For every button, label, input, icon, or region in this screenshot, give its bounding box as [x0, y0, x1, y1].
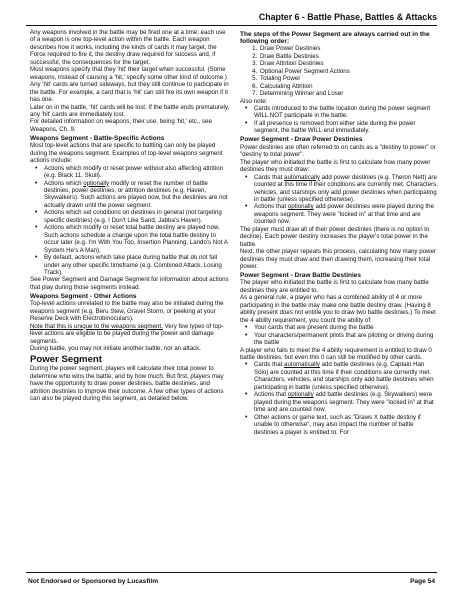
paragraph: As a general rule, a player who has a combined ability of 4 or more participating in the battle may make one battle destiny draw. (Having 8 ability present does not entitle you to draw two battle destinies.) To meet the 4 ability requirement, you count the ability of: — [240, 294, 436, 324]
list-item: • By default, actions which take place during battle that do not fall under any other specific timeframe (e.g. Combined Attack, Losing Track). — [44, 254, 230, 276]
paragraph: Next, the other player repeats this process, calculating how many power destinies they must draw and then drawing them, increasing their total power. — [240, 248, 436, 271]
paragraph: Top-level actions unrelated to the battle may also be initiated during the weapons segment (e.g. Beru Stew, Gravel Storm, or peeking at your Reserve Deck with Electrobinoculars). — [30, 300, 224, 323]
list-item: • Your characters/permanent pilots that are piloting or driving during the battle — [254, 332, 439, 347]
paragraph: For detailed information on weapons, their use, being 'hit,' etc., see Weapons, Ch. 9. — [30, 118, 212, 133]
step-item: 4. Optional Power Segment Actions — [259, 68, 439, 75]
list-item: • Cards introduced to the battle location during the power segment WILL NOT participate in the battle. — [254, 105, 439, 120]
paragraph: Note that this is unique to the weapons segment. Very few types of top-level actions are eligible to be played during the power and damage segments. — [30, 322, 224, 345]
right-column — [240, 29, 439, 436]
paragraph: The player who initiated the battle is first to calculate how many battle destinies they are entitled to. — [240, 279, 429, 294]
list-item: • Cards that automatically add power destinies (e.g. Theron Nett) are counted at this time if their conditions are currently met. Characters, vehicles, and starships only add power destinies when participating in battle (unless specified otherwise). — [254, 174, 439, 204]
list-item: • Other actions or game text, such as "Draws X battle destiny if unable to otherwise", may also impact the number of battle destinies a player is entitled to. For — [254, 414, 439, 436]
paragraph: Most top-level actions that are specific to battling can only be played during the weapons segment. Examples of top-level weapons segment actions include: — [30, 142, 223, 165]
section-heading: The steps of the Power Segment are always carried out in the following order: — [240, 30, 430, 45]
paragraph: Also note: — [240, 97, 268, 105]
list-item: • Actions which set conditions on destinies in general (not targeting specific destinies) (e.g. I Don't Like Sand, Jabba's Haven). — [44, 209, 230, 224]
section-heading: Power Segment - Draw Power Destinies — [240, 136, 363, 144]
list-item: • Actions which modify or reset power without also affecting attrition (e.g. Black 11, Skull). — [44, 165, 230, 180]
step-item: 3. Draw Attrition Destinies — [259, 60, 439, 67]
bullet-list — [240, 105, 439, 135]
step-item: 6. Calculating Attrition — [259, 83, 439, 90]
list-item: • Actions that optionally add power destinies were played during the weapons segment. They were "locked in" at that time and are counted now. — [254, 203, 439, 225]
bullet-list — [240, 324, 439, 346]
paragraph: See Power Segment and Damage Segment for information about actions that play during those segments instead. — [30, 276, 229, 291]
list-item: • Your cards that are present during the battle — [254, 324, 439, 331]
paragraph: Power destinies are often referred to on cards as a "destiny to power" or "destiny to total power". — [240, 143, 436, 159]
header-rule — [26, 25, 437, 26]
paragraph: The player who initiated the battle is first to calculate how many power destinies they must draw: — [240, 158, 431, 174]
section-heading: Weapons Segment - Other Actions — [30, 292, 137, 300]
chapter-header: Chapter 6 - Battle Phase, Battles & Attacks — [258, 12, 437, 22]
list-item: • Cards that automatically add battle destinies (e.g. Captain Han Solo) are counted at this time if their conditions are currently met. Characters, vehicles, and starships only add battle destinies when participating in battle (unless specified otherwise). — [254, 361, 439, 391]
paragraph: Most weapons specify that they 'hit' their target when successful. (Some weapons, instead of causing a 'hit,' specify some other kind of outcome.) Any 'hit' cards are turned sideways, but they still continue to participate in the battle. For example, a card that is 'hit' can still fire its own weapon if it has one. — [30, 66, 229, 104]
section-heading: Power Segment - Draw Battle Destinies — [240, 272, 362, 279]
list-item: • Actions that optionally add battle destinies (e.g. Skywalkers) were played during the weapons segment. They were "locked in" at that time and are counted now. — [254, 391, 439, 413]
step-item: 5. Totaling Power — [259, 75, 439, 82]
step-item: 1. Draw Power Destinies — [259, 45, 439, 52]
left-column — [30, 29, 230, 403]
step-item: 2. Draw Battle Destinies — [259, 53, 439, 60]
step-item: 7. Determining Winner and Loser — [259, 90, 439, 97]
page-number: Page 54 — [410, 578, 435, 585]
section-heading-large: Power Segment — [30, 354, 102, 366]
bullet-list — [30, 165, 230, 277]
section-heading: Weapons Segment - Battle-Specific Actions — [30, 134, 165, 142]
bullet-list — [240, 361, 439, 436]
paragraph: During battle, you may not initiate another battle, nor an attack. — [30, 345, 202, 353]
list-item: • If all presence is removed from either side during the power segment, the battle WILL end immediately. — [254, 120, 439, 135]
paragraph: The player must draw all of their power destinies (there is no option to decline). Each power destiny increases the player's total power in the battle. — [240, 225, 430, 248]
paragraph: During the power segment, players will calculate their total power to determine who wins the battle, and by how much. But first, players may have the opportunity to draw power destinies, battle destinies, and attrition destinies to improve their outcome. A few other types of actions can also be played during this segment, as detailed below. — [30, 365, 224, 403]
footer-disclaimer: Not Endorsed or Sponsored by Lucasfilm — [28, 578, 159, 585]
paragraph: Later on in the battle, 'hit' cards will be lost. If the battle ends prematurely, any 'hit' cards are immediately lost. — [30, 103, 230, 118]
paragraph: A player who fails to meet the 4 ability requirement is entitled to draw 0 battle destinies, but even this 0 can still be modified by other cards. — [240, 346, 432, 361]
list-item: • Actions which modify or reset total battle destiny are played now. Such actions schedule a change upon the total battle destiny to occur later (e.g. I'm With You Too, Insertion Planning, Lando's Not A System He's A Man). — [44, 224, 230, 254]
paragraph: Any weapons involved in the battle may be fired one at a time; each use of a weapon is one top-level action within the battle. Each weapon describes how it works, including the kinds of cards it may target, the Force required to fire it, the destiny draw required for success and, if successful, the consequences for the target. — [30, 29, 226, 66]
list-item: • Actions which optionally modify or reset the number of battle destinies, power destinies, or attrition destinies (e.g. Haven, Skywalkers). Such actions are played now, but the destinies are not actually drawn until the power segment. — [44, 180, 230, 210]
footer-rule — [26, 572, 437, 573]
bullet-list — [240, 174, 439, 226]
steps-list — [240, 45, 439, 97]
